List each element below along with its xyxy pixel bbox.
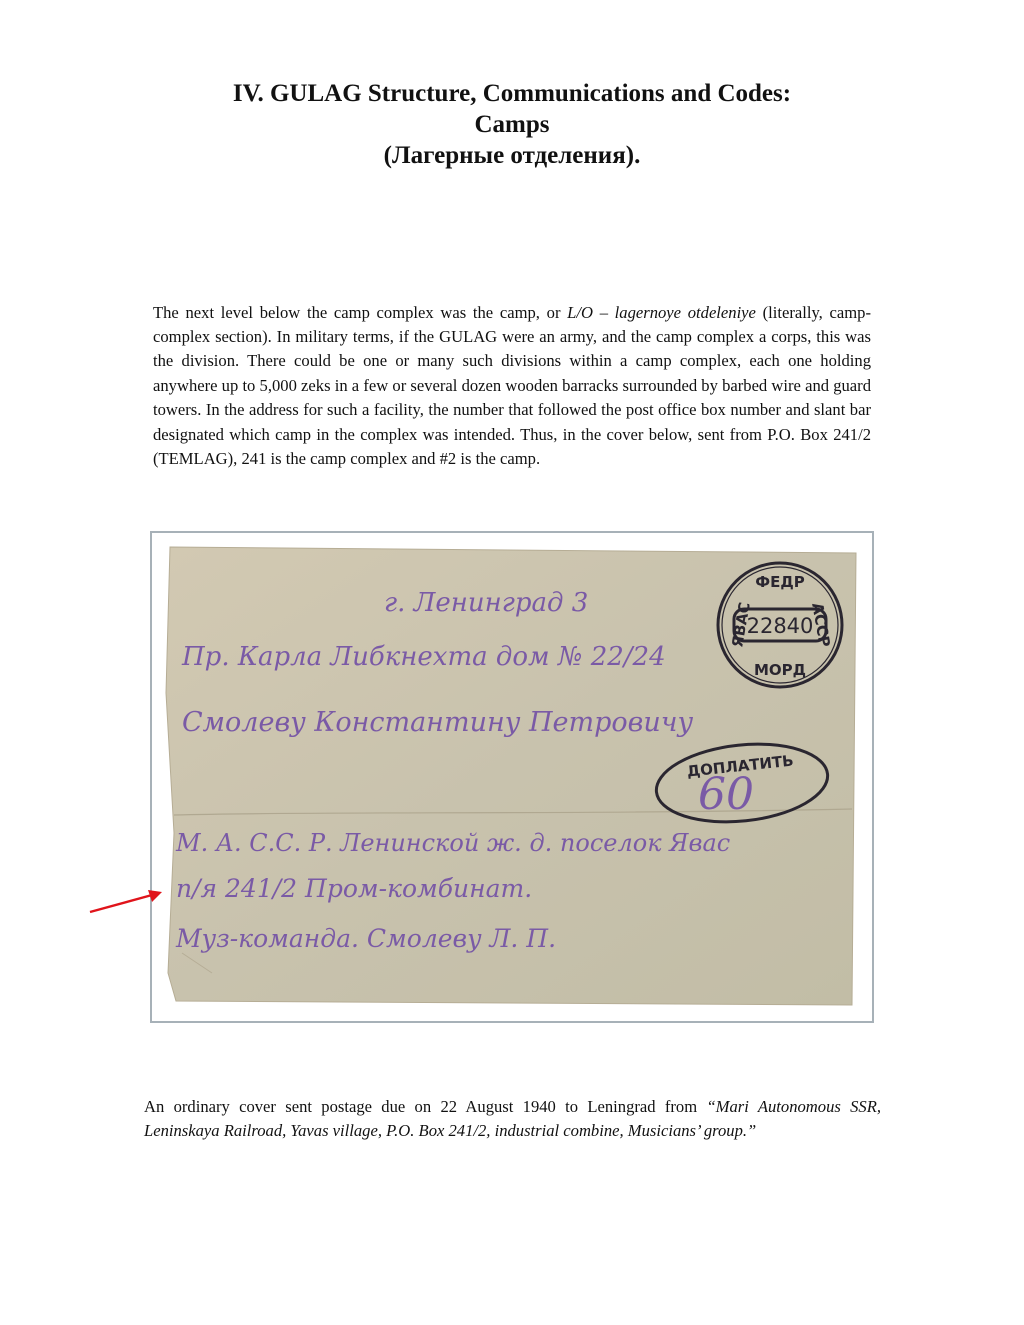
postmark-top-text: ФЕДР <box>755 573 805 591</box>
postmark-stamp <box>718 563 842 687</box>
address-line-2: Пр. Карла Либкнехта дом № 22/24 <box>182 642 666 672</box>
due-amount: 60 <box>698 769 754 820</box>
cover-caption <box>144 1095 881 1144</box>
red-arrow-icon <box>88 885 168 925</box>
cover-photo <box>150 531 874 1023</box>
address-line-1: г. Ленинград 3 <box>384 588 589 618</box>
title-line-1: IV. GULAG Structure, Communications and Codes: <box>232 80 792 107</box>
title-line-2: Camps <box>474 111 550 138</box>
title-line-3: (Лагерные отделения). <box>383 142 641 169</box>
caption-text: An ordinary cover sent postage due on 22 August 1940 to Leningrad from <box>144 1096 707 1116</box>
intro-text-rest: (literally, camp-complex section). In military terms, if the GULAG were an army, and the camp complex a corps, this was the division. There could be one or many such divisions within a camp complex, each one holding anywhere up to 5,000 zeks in a few or several dozen wooden barracks surrounded by barbed wire and guard towers. In the address for such a facility, the number that followed the post office box number and slant bar designated which camp in the complex was intended. Thus, in the cover below, sent from P.O. Box 241/2 (TEMLAG), 241 is the camp complex and #2 is the camp. <box>153 302 871 469</box>
envelope-image <box>152 533 872 1021</box>
postmark-date: 22840 <box>746 614 814 638</box>
page-title <box>0 78 1024 171</box>
intro-italic-term: L/O – lagernoye otdeleniye <box>567 302 756 322</box>
address-line-3: Смолеву Константину Петровичу <box>182 707 694 738</box>
intro-paragraph <box>153 301 871 472</box>
intro-text-start: The next level below the camp complex was the camp, or <box>153 302 568 322</box>
postmark-right-text: АССР <box>808 601 834 649</box>
due-stamp-text: ДОПЛАТИТЬ <box>685 751 795 781</box>
postmark-bottom-text: МОРД <box>753 661 807 679</box>
caption-quote: “Mari Autonomous SSR, Leninskaya Railroad, Yavas village, P.O. Box 241/2, industrial combine, Musicians’ group.” <box>144 1096 882 1140</box>
address-line-6: Муз-команда. Смолеву Л. П. <box>176 924 557 953</box>
address-line-4: М. А. С.С. Р. Ленинской ж. д. поселок Явас <box>176 829 731 857</box>
postmark-left-text: ЯВАС <box>728 600 754 649</box>
address-line-5: п/я 241/2 Пром-комбинат. <box>176 874 533 903</box>
